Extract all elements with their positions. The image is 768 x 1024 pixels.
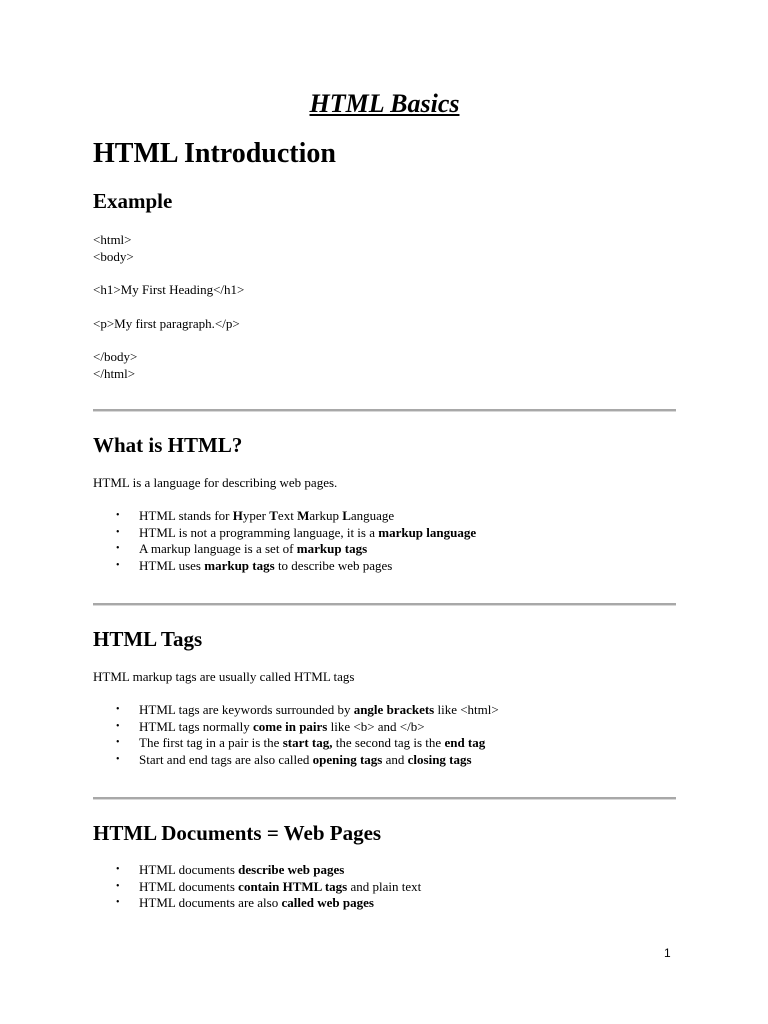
html-documents-heading: HTML Documents = Web Pages xyxy=(93,821,382,845)
document-title: HTML Basics xyxy=(309,89,460,118)
list-item xyxy=(93,719,499,736)
item-bold: markup language xyxy=(378,524,477,540)
list-item xyxy=(93,508,476,525)
item-text: A markup language is a set of xyxy=(139,541,297,557)
bullet-icon: • xyxy=(116,526,120,538)
example-heading: Example xyxy=(93,189,173,213)
list-item xyxy=(93,895,421,912)
code-line: <body> xyxy=(93,249,134,264)
item-text: HTML uses xyxy=(139,557,205,573)
html-documents-list xyxy=(93,862,421,912)
list-item xyxy=(93,702,499,719)
section-divider xyxy=(93,603,676,606)
item-text: the second tag is the xyxy=(332,735,445,751)
item-bold: T xyxy=(269,508,278,523)
bullet-icon: • xyxy=(116,559,120,571)
item-bold: come in pairs xyxy=(252,718,328,734)
list-item xyxy=(93,879,421,896)
code-line: <html> xyxy=(93,232,132,247)
item-text: HTML documents xyxy=(139,878,239,894)
item-text: HTML tags are keywords surrounded by xyxy=(139,702,354,717)
what-is-html-heading: What is HTML? xyxy=(93,433,243,457)
html-tags-list xyxy=(93,702,499,768)
bullet-icon: • xyxy=(116,897,120,909)
code-line: </html> xyxy=(93,366,136,381)
item-bold: angle brackets xyxy=(353,702,435,717)
code-line: <p>My first paragraph.</p> xyxy=(93,316,240,331)
item-text: HTML tags normally xyxy=(139,718,253,734)
bullet-icon: • xyxy=(116,753,120,765)
item-text: ext xyxy=(277,508,298,523)
html-tags-heading: HTML Tags xyxy=(93,627,203,651)
item-text: HTML documents xyxy=(139,862,239,877)
item-text: Start and end tags are also called xyxy=(139,751,313,767)
what-is-html-paragraph: HTML is a language for describing web pages. xyxy=(93,475,338,490)
item-text: anguage xyxy=(350,508,395,523)
item-bold: H xyxy=(232,508,243,523)
item-text: yper xyxy=(242,508,270,523)
item-bold: start tag, xyxy=(282,735,333,751)
item-text: arkup xyxy=(309,508,343,523)
bullet-icon: • xyxy=(116,880,120,892)
item-bold: closing tags xyxy=(407,751,472,767)
list-item xyxy=(93,558,476,575)
list-item xyxy=(93,525,476,542)
item-text: to describe web pages xyxy=(274,557,393,573)
bullet-icon: • xyxy=(116,737,120,749)
item-bold: markup tags xyxy=(204,557,275,573)
list-item xyxy=(93,735,499,752)
item-text: The first tag in a pair is the xyxy=(139,735,283,751)
item-bold: contain HTML tags xyxy=(238,878,348,894)
item-text: like <html> xyxy=(434,702,499,717)
item-bold: markup tags xyxy=(296,541,368,557)
bullet-icon: • xyxy=(116,720,120,732)
item-text: HTML stands for xyxy=(139,508,233,523)
bullet-icon: • xyxy=(116,704,120,715)
item-text: like <b> and </b> xyxy=(327,718,425,734)
item-bold: L xyxy=(342,508,351,523)
bullet-icon: • xyxy=(116,864,120,875)
section-divider xyxy=(93,409,676,412)
item-bold: opening tags xyxy=(312,751,383,767)
item-text: and xyxy=(382,751,408,767)
what-is-html-list xyxy=(93,508,476,574)
list-item xyxy=(93,752,499,769)
list-item xyxy=(93,862,421,879)
intro-heading: HTML Introduction xyxy=(93,138,336,169)
item-bold: M xyxy=(297,508,310,523)
item-bold: end tag xyxy=(444,735,486,751)
page-number: 1 xyxy=(664,946,671,960)
item-text: and plain text xyxy=(347,878,422,894)
code-line: </body> xyxy=(93,349,138,364)
item-bold: describe web pages xyxy=(238,862,345,877)
item-bold: called web pages xyxy=(281,895,374,911)
html-tags-paragraph: HTML markup tags are usually called HTML tags xyxy=(93,669,355,684)
bullet-icon: • xyxy=(116,543,120,555)
item-text: HTML is not a programming language, it is a xyxy=(139,524,379,540)
bullet-icon: • xyxy=(116,510,120,521)
section-divider xyxy=(93,797,676,800)
item-text: HTML documents are also xyxy=(139,895,282,911)
list-item xyxy=(93,541,476,558)
code-line: <h1>My First Heading</h1> xyxy=(93,282,245,297)
